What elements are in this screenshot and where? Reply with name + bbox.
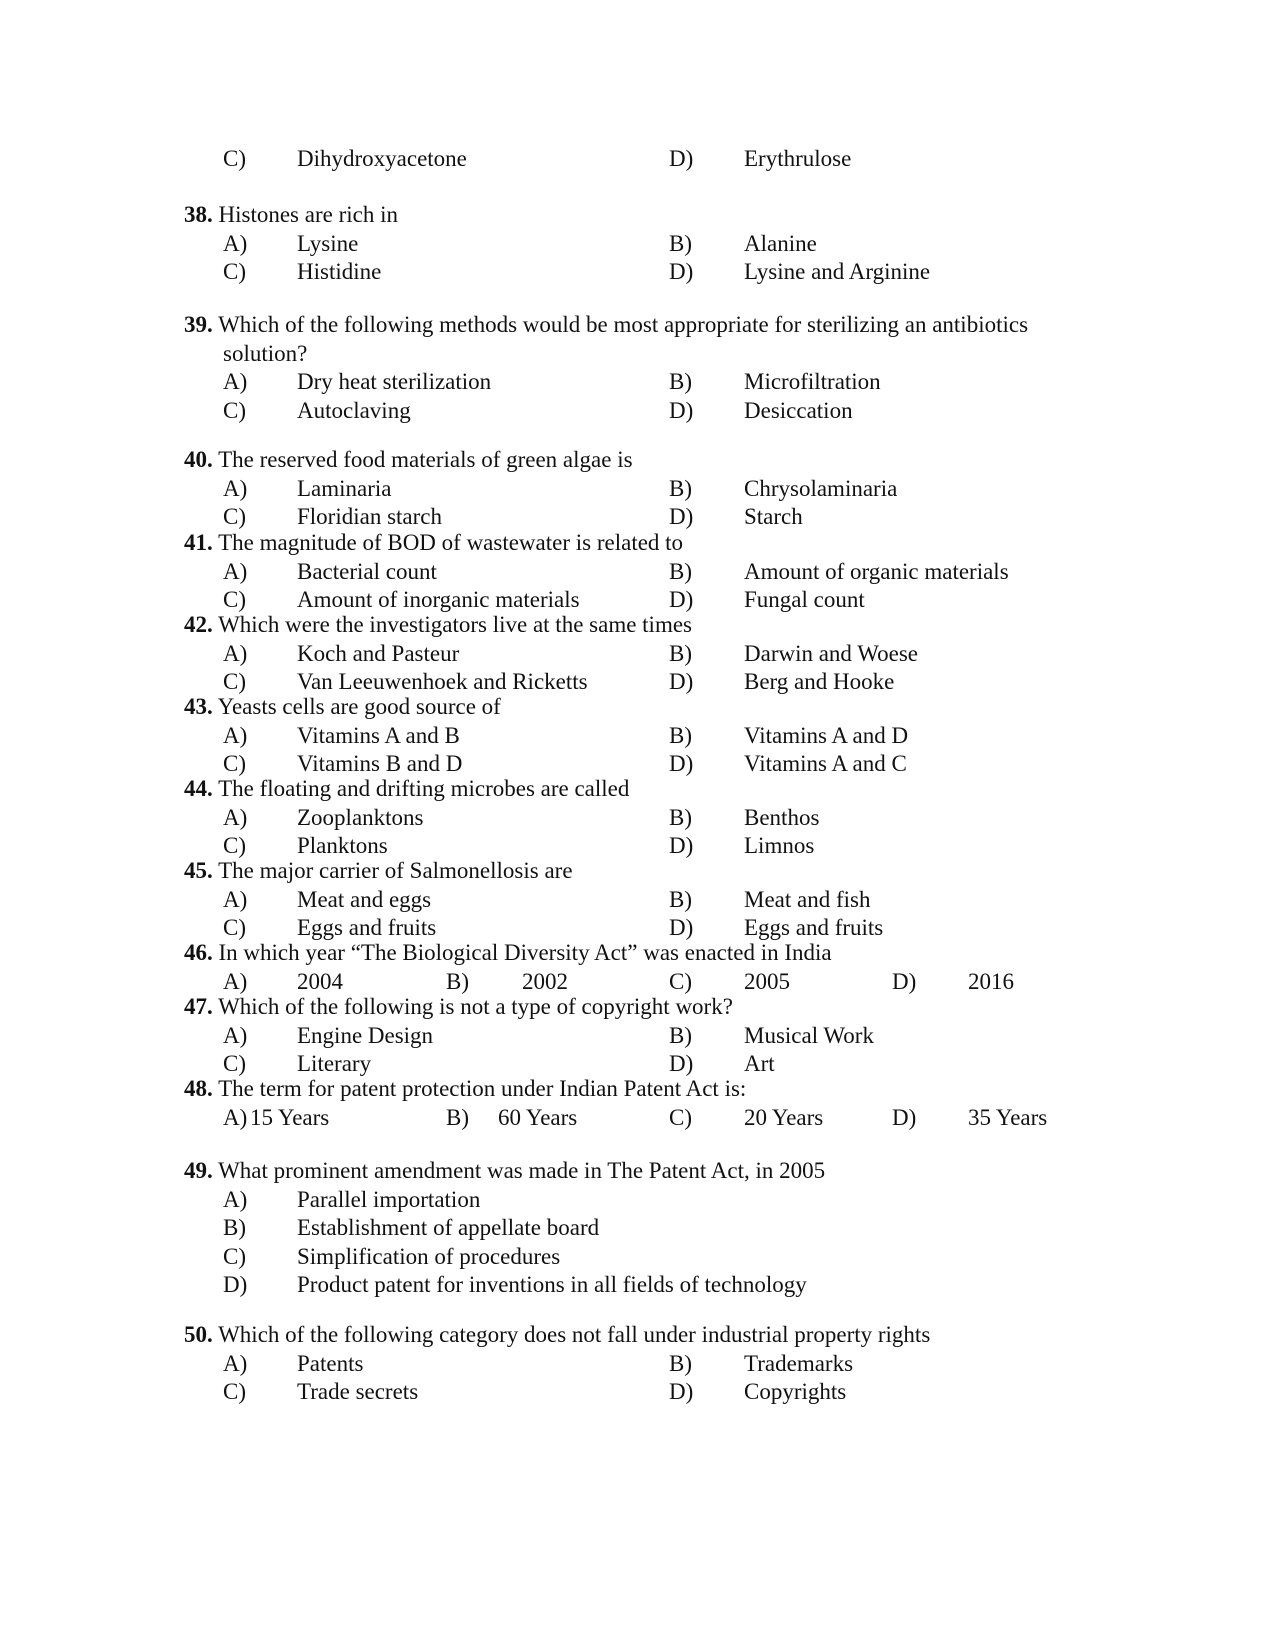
question-text: solution?: [223, 340, 308, 366]
option-row: [184, 258, 1124, 287]
option-label: A): [223, 804, 248, 830]
question-49: [184, 1157, 1124, 1300]
question-stem: [184, 1321, 1124, 1350]
question-stem: [184, 1157, 1124, 1186]
question-number: 39.: [184, 312, 213, 337]
question-stem: [184, 529, 1124, 558]
question-text: In which year “The Biological Diversity Act” was enacted in India: [218, 940, 832, 965]
option-label: A): [223, 722, 248, 748]
option-text: 2002: [522, 968, 568, 994]
option-row: [184, 1350, 1124, 1379]
option-label: D): [892, 968, 917, 994]
question-47: [184, 993, 1124, 1079]
question-text: The floating and drifting microbes are called: [218, 776, 630, 801]
question-text: Histones are rich in: [218, 202, 398, 227]
option-text: Dry heat sterilization: [297, 369, 492, 394]
option-text: Engine Design: [297, 1022, 434, 1048]
question-text: The major carrier of Salmonellosis are: [218, 858, 573, 883]
option-label: D): [669, 397, 694, 423]
option-text: 15 Years: [250, 1104, 330, 1130]
option-text: Vitamins A and D: [744, 722, 909, 748]
option-label: B): [446, 1104, 469, 1130]
question-48: [184, 1075, 1124, 1132]
option-text: Meat and fish: [744, 886, 871, 912]
option-label: B): [669, 1350, 692, 1376]
option-row: [184, 722, 1124, 751]
question-stem: [184, 775, 1124, 804]
option-text: Microfiltration: [744, 369, 881, 394]
option-label: B): [669, 886, 692, 912]
question-43: [184, 693, 1124, 779]
question-number: 48.: [184, 1076, 213, 1101]
option-label: C): [223, 587, 246, 612]
option-row: [184, 1022, 1124, 1051]
question-41: [184, 529, 1124, 615]
option-label: A): [223, 1104, 248, 1130]
question-number: 44.: [184, 776, 213, 801]
option-label: C): [223, 259, 246, 284]
option-label: A): [223, 886, 248, 912]
question-38: [184, 201, 1124, 287]
option-label: D): [669, 669, 694, 694]
option-text: Darwin and Woese: [744, 640, 919, 666]
question-stem: [184, 1075, 1124, 1104]
question-46: [184, 939, 1124, 996]
option-label: C): [669, 968, 692, 994]
option-text: Amount of inorganic materials: [297, 587, 580, 612]
option-label: A): [223, 1022, 248, 1048]
option-label: B): [669, 475, 692, 501]
option-text: Musical Work: [744, 1022, 874, 1048]
option-row: [184, 640, 1124, 669]
option-text: 2004: [297, 968, 343, 994]
option-label: D): [669, 751, 694, 776]
option-text: Trademarks: [744, 1350, 854, 1376]
option-text: Product patent for inventions in all fields of technology: [297, 1272, 807, 1297]
option-label: C): [223, 833, 246, 858]
question-text: What prominent amendment was made in The Patent Act, in 2005: [218, 1158, 826, 1183]
option-text: Chrysolaminaria: [744, 475, 898, 501]
option-text: Simplification of procedures: [297, 1243, 561, 1269]
option-text: Histidine: [297, 259, 382, 284]
option-text: Eggs and fruits: [297, 915, 437, 940]
question-text: Which of the following category does not fall under industrial property rights: [218, 1322, 931, 1347]
option-label: C): [223, 751, 246, 776]
option-label: A): [223, 968, 248, 994]
question-number: 49.: [184, 1158, 213, 1183]
question-37-tail: [184, 145, 1124, 174]
option-text: Literary: [297, 1051, 372, 1076]
option-label: C): [669, 1104, 692, 1130]
option-label: A): [223, 1186, 248, 1212]
option-label: D): [669, 1051, 694, 1076]
question-stem-continued: [184, 340, 1124, 369]
question-number: 47.: [184, 994, 213, 1019]
option-text: 2005: [744, 968, 790, 994]
option-label: A): [223, 475, 248, 501]
option-label: B): [446, 968, 469, 994]
question-text: Which were the investigators live at the same times: [218, 612, 692, 637]
option-label: C): [223, 1051, 246, 1076]
option-text: 20 Years: [744, 1104, 824, 1130]
question-39: [184, 311, 1124, 425]
option-text: Lysine: [297, 230, 359, 256]
question-text: Yeasts cells are good source of: [217, 694, 501, 719]
option-row: [184, 1214, 1124, 1243]
option-label: C): [223, 397, 246, 423]
option-label: C): [223, 669, 246, 694]
option-label: D): [669, 587, 694, 612]
question-40: [184, 446, 1124, 532]
option-text: Dihydroxyacetone: [297, 146, 467, 171]
option-text: Koch and Pasteur: [297, 640, 460, 666]
option-text: Eggs and fruits: [744, 915, 884, 940]
question-number: 42.: [184, 612, 213, 637]
option-text: Trade secrets: [297, 1379, 419, 1404]
option-label: A): [223, 1350, 248, 1376]
option-row: [184, 558, 1124, 587]
question-stem: [184, 311, 1124, 340]
option-row: [184, 503, 1124, 532]
question-text: Which of the following methods would be most appropriate for sterilizing an antibiotics: [218, 312, 1029, 337]
option-label: D): [669, 259, 694, 284]
question-number: 38.: [184, 202, 213, 227]
option-label: C): [223, 915, 246, 940]
option-label: D): [669, 146, 694, 171]
option-row: [184, 886, 1124, 915]
option-text: Fungal count: [744, 587, 865, 612]
option-label: A): [223, 369, 248, 394]
option-text: 35 Years: [968, 1104, 1048, 1130]
option-label: B): [669, 722, 692, 748]
option-label: D): [669, 915, 694, 940]
question-stem: [184, 446, 1124, 475]
question-number: 40.: [184, 447, 213, 472]
option-row: [184, 1243, 1124, 1272]
option-label: C): [223, 504, 246, 529]
option-text: Meat and eggs: [297, 886, 432, 912]
option-text: Planktons: [297, 833, 388, 858]
question-stem: [184, 939, 1124, 968]
question-text: The magnitude of BOD of wastewater is related to: [218, 530, 684, 555]
option-text: Autoclaving: [297, 397, 411, 423]
option-text: Erythrulose: [744, 146, 852, 171]
option-text: Desiccation: [744, 397, 853, 423]
question-number: 45.: [184, 858, 213, 883]
question-50: [184, 1321, 1124, 1407]
option-row: [184, 145, 1124, 174]
option-text: 60 Years: [498, 1104, 578, 1130]
option-row: [184, 1104, 1124, 1133]
option-text: Vitamins A and B: [297, 722, 460, 748]
question-stem: [184, 857, 1124, 886]
option-label: A): [223, 230, 248, 256]
question-42: [184, 611, 1124, 697]
question-stem: [184, 611, 1124, 640]
option-label: D): [669, 833, 694, 858]
option-text: Art: [744, 1051, 775, 1076]
option-label: C): [223, 1379, 246, 1404]
question-number: 41.: [184, 530, 213, 555]
question-stem: [184, 993, 1124, 1022]
option-row: [184, 1271, 1124, 1300]
option-row: [184, 1186, 1124, 1215]
option-label: B): [223, 1215, 246, 1240]
question-text: The reserved food materials of green algae is: [218, 447, 633, 472]
option-text: Establishment of appellate board: [297, 1215, 600, 1240]
question-stem: [184, 201, 1124, 230]
option-label: D): [669, 504, 694, 529]
option-text: Amount of organic materials: [744, 558, 1009, 584]
option-text: Benthos: [744, 804, 820, 830]
option-label: D): [669, 1379, 694, 1404]
option-label: B): [669, 558, 692, 584]
option-text: Zooplanktons: [297, 804, 424, 830]
option-label: A): [223, 640, 248, 666]
option-label: C): [223, 1243, 246, 1269]
option-label: C): [223, 146, 246, 171]
option-text: Patents: [297, 1350, 364, 1376]
option-text: Floridian starch: [297, 504, 442, 529]
option-label: B): [669, 1022, 692, 1048]
option-text: Berg and Hooke: [744, 669, 895, 694]
option-label: D): [223, 1272, 248, 1297]
option-text: Laminaria: [297, 475, 392, 501]
question-44: [184, 775, 1124, 861]
option-row: [184, 1378, 1124, 1407]
option-text: Lysine and Arginine: [744, 259, 931, 284]
question-stem: [184, 693, 1124, 722]
option-row: [184, 968, 1124, 997]
option-text: Limnos: [744, 833, 815, 858]
option-text: Bacterial count: [297, 558, 437, 584]
option-row: [184, 368, 1124, 397]
option-text: Parallel importation: [297, 1186, 481, 1212]
option-label: B): [669, 369, 692, 394]
option-label: B): [669, 804, 692, 830]
option-text: 2016: [968, 968, 1014, 994]
question-45: [184, 857, 1124, 943]
option-label: D): [892, 1104, 917, 1130]
option-row: [184, 230, 1124, 259]
option-row: [184, 804, 1124, 833]
option-text: Vitamins B and D: [297, 751, 463, 776]
option-text: Van Leeuwenhoek and Ricketts: [297, 669, 588, 694]
option-label: A): [223, 558, 248, 584]
option-label: B): [669, 230, 692, 256]
option-text: Starch: [744, 504, 803, 529]
option-row: [184, 475, 1124, 504]
question-number: 46.: [184, 940, 213, 965]
option-row: [184, 397, 1124, 426]
question-text: The term for patent protection under Indian Patent Act is:: [218, 1076, 747, 1101]
option-text: Alanine: [744, 230, 817, 256]
option-text: Copyrights: [744, 1379, 847, 1404]
question-number: 43.: [184, 694, 213, 719]
option-text: Vitamins A and C: [744, 751, 907, 776]
question-number: 50.: [184, 1322, 213, 1347]
option-label: B): [669, 640, 692, 666]
question-text: Which of the following is not a type of copyright work?: [218, 994, 733, 1019]
